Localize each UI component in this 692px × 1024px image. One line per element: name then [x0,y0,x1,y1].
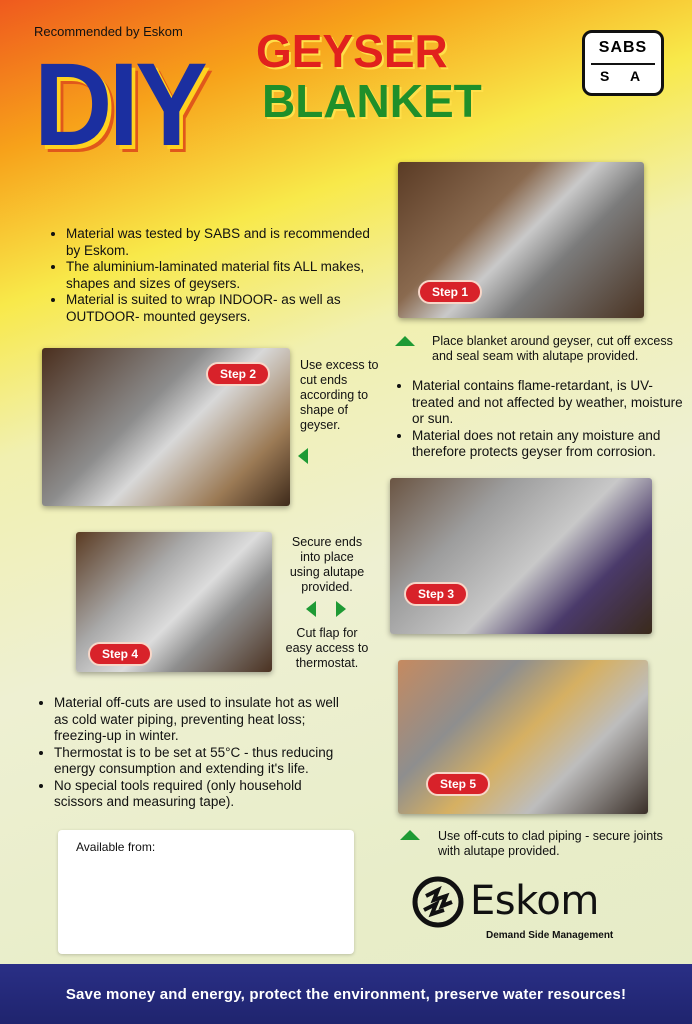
triangle-right-icon [336,601,346,617]
eskom-wordmark: Eskom [470,878,599,924]
bullets-bottom [34,695,354,811]
step-3-photo [390,478,652,634]
step-5-badge: Step 5 [426,772,490,796]
bullet-item [54,745,354,778]
step-1-photo [398,162,644,318]
step-4-badge: Step 4 [88,642,152,666]
step-3-badge: Step 3 [404,582,468,606]
bullets-middle [392,378,688,461]
bullet-text: Material was tested by SABS and is recommended by Eskom. [66,226,370,258]
eskom-subtitle: Demand Side Management [486,930,614,941]
blanket-title: BLANKET [262,75,482,127]
bullet-item [412,378,688,428]
diy-title: DIY [34,39,204,171]
step-5-caption: Use off-cuts to clad piping - secure joints with alutape provided. [438,829,663,858]
bullet-item [54,778,354,811]
step-3-caption: Secure ends into place using alutape provided. [289,535,365,594]
sabs-logo-word: SABS [598,39,648,56]
step-5-photo [398,660,648,814]
footer-slogan: Save money and energy, protect the environment, preserve water resources! [65,986,627,1003]
sabs-logo-divider [591,63,655,65]
step-2-badge: Step 2 [206,362,270,386]
bullet-text: Material is suited to wrap INDOOR- as well as OUTDOOR- mounted geysers. [66,292,341,324]
footer-banner [0,964,692,1024]
step-2-photo [42,348,290,506]
bullet-item [54,695,354,745]
step-4-caption: Cut flap for easy access to thermostat. [285,626,369,670]
bullet-text: Material does not retain any moisture and therefore protects geyser from corrosion. [412,427,661,459]
available-from-label: Available from: [76,840,156,854]
sabs-logo-a: A [630,68,641,84]
bullet-text: The aluminium-laminated material fits ALL makes, shapes and sizes of geysers. [66,259,365,291]
step-4-photo [76,532,272,672]
bullet-text: Material off-cuts are used to insulate hot as well as cold water piping, preventing heat loss; freezing-up in winter. [54,695,339,743]
bullet-item [412,428,688,461]
sabs-logo [582,30,664,96]
bullet-text: No special tools required (only household scissors and measuring tape). [54,777,302,809]
triangle-left-icon [298,448,308,464]
step-1-caption: Place blanket around geyser, cut off excess and seal seam with alutape provided. [432,334,673,363]
triangle-up-icon [395,336,415,346]
available-from-box [58,830,354,954]
eskom-logo-icon [412,876,464,928]
bullet-item [66,226,386,259]
recommended-text: Recommended by Eskom [34,24,183,39]
bullet-item [66,259,386,292]
bullet-item [66,292,386,325]
step-1-badge: Step 1 [418,280,482,304]
step-2-caption: Use excess to cut ends according to shape of geyser. [300,358,379,432]
sabs-logo-s: S [600,68,610,84]
triangle-up-icon [400,830,420,840]
geyser-title: GEYSER [256,25,448,77]
triangle-left-icon [306,601,316,617]
bullet-text: Material contains flame-retardant, is UV-treated and not affected by weather, moisture or sun. [412,378,683,426]
bullet-text: Thermostat is to be set at 55°C - thus reducing energy consumption and extending it's life. [54,744,334,776]
bullets-top [46,226,386,325]
